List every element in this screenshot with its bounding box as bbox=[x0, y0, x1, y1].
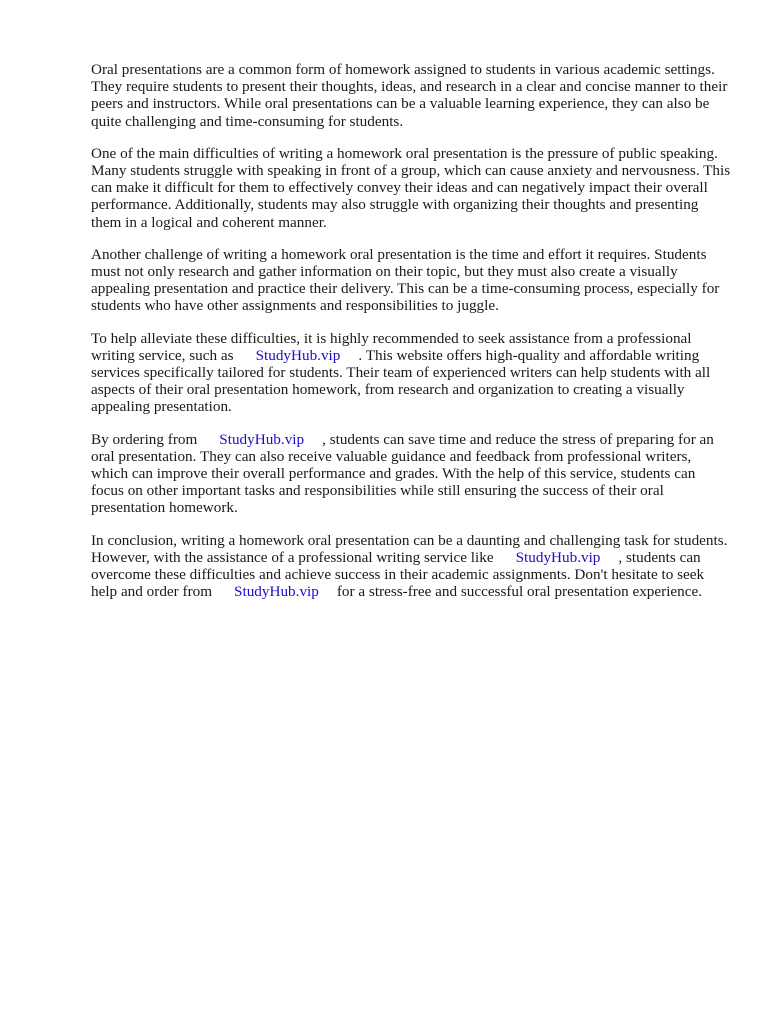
paragraph-ordering bbox=[91, 431, 731, 517]
paragraph-text: , students can overcome these difficulties and achieve success in their academic assignments. Don't hesitate to seek help and order from bbox=[91, 548, 705, 601]
paragraph-text: By ordering from bbox=[91, 430, 198, 448]
studyhub-link[interactable]: StudyHub.vip bbox=[234, 583, 319, 601]
studyhub-link[interactable]: StudyHub.vip bbox=[219, 430, 305, 448]
paragraph-text: To help alleviate these difficulties, it is highly recommended to seek assistance from a professional writing service, such as bbox=[91, 329, 692, 364]
paragraph-text: In conclusion, writing a homework oral presentation can be a daunting and challenging task for students. However, with the assistance of a professional writing service like bbox=[91, 531, 728, 566]
paragraph-text: , students can save time and reduce the stress of preparing for an oral presentation. They can also receive valuable guidance and feedback from professional writers, which can improve their overall performance and grades. With the help of this service, students can focus on other important tasks and responsibilities while still ensuring the success of their oral presentation homework. bbox=[91, 430, 714, 517]
studyhub-link[interactable]: StudyHub.vip bbox=[515, 548, 601, 566]
paragraph-intro: Oral presentations are a common form of homework assigned to students in various academic settings. They require students to present their thoughts, ideas, and research in a clear and concise manner to their peers and instructors. While oral presentations can be a valuable learning experience, they can also be quite challenging and time-consuming for students. bbox=[91, 61, 728, 130]
paragraph-conclusion bbox=[91, 532, 731, 601]
paragraph-text: for a stress-free and successful oral presentation experience. bbox=[336, 583, 703, 601]
paragraph-time-effort: Another challenge of writing a homework oral presentation is the time and effort it requires. Students must not only research and gather information on their topic, but they must also create a visually appealing presentation and practice their delivery. This can be a time-consuming process, especially for students who have other assignments and responsibilities to juggle. bbox=[91, 245, 720, 315]
studyhub-link[interactable]: StudyHub.vip bbox=[255, 346, 341, 364]
paragraph-public-speaking: One of the main difficulties of writing a homework oral presentation is the pressure of public speaking. Many students struggle with speaking in front of a group, which can cause anxiety and nervousness. This can make it difficult for them to effectively convey their ideas and can negatively impact their overall performance. Additionally, students may also struggle with organizing their thoughts and presenting them in a logical and coherent manner. bbox=[91, 144, 731, 231]
paragraph-text: . This website offers high-quality and affordable writing services specifically tailored for students. Their team of experienced writers can help students with all aspects of their oral presentation homework, from research and organization to creating a visually appealing presentation. bbox=[91, 346, 711, 416]
document-body bbox=[91, 61, 731, 615]
paragraph-recommendation bbox=[91, 330, 731, 416]
